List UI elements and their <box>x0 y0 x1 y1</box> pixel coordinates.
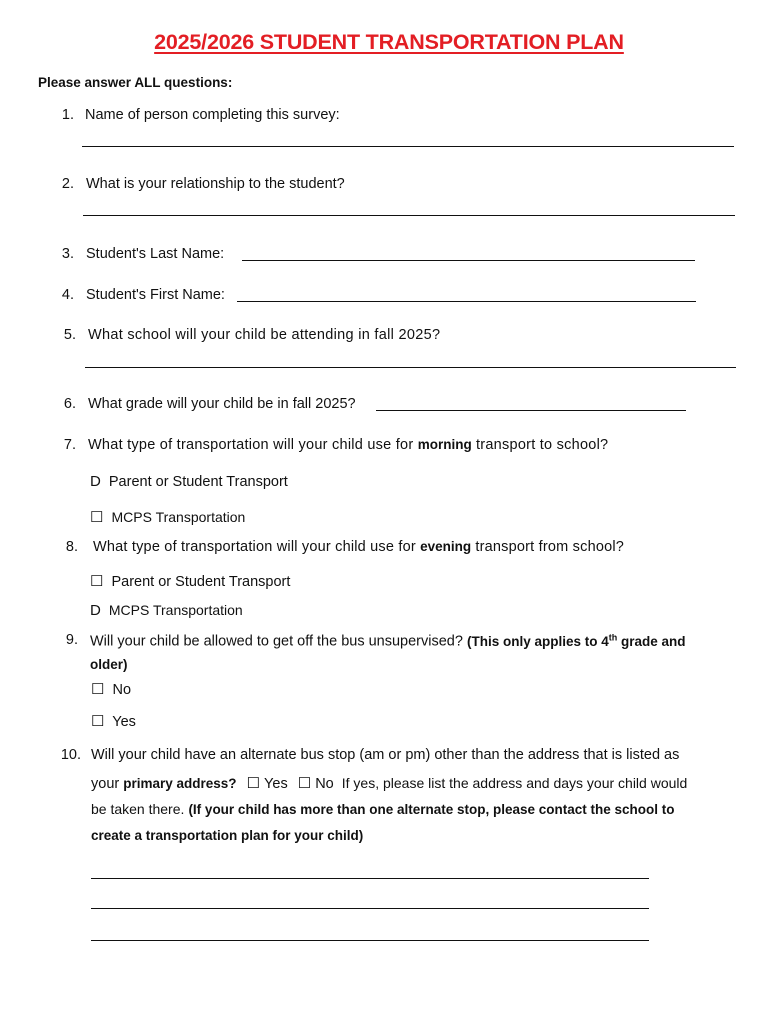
q10-yes-label: Yes <box>264 776 288 792</box>
checkbox-icon[interactable]: D <box>90 602 101 619</box>
q1-text: Name of person completing this survey: <box>85 107 340 123</box>
q9-number: 9. <box>65 632 78 648</box>
q10-line4 <box>91 828 363 844</box>
q6-text: What grade will your child be in fall 2025? <box>88 396 356 412</box>
q3-answer-line[interactable] <box>242 260 695 261</box>
q8-option-label: Parent or Student Transport <box>111 574 291 590</box>
q9-text <box>90 632 686 650</box>
q10-line4-bold: create a transportation plan for your child) <box>91 828 364 843</box>
q10-line2-bold: primary address? <box>123 776 237 791</box>
q10-line1: Will your child have an alternate bus stop (am or pm) other than the address that is listed as <box>91 747 680 763</box>
q1-answer-line[interactable] <box>82 146 734 147</box>
q9-option-label: No <box>112 682 132 698</box>
q8-text-pre: What type of transportation will your child use for <box>93 539 416 555</box>
q9-option-label: Yes <box>112 714 136 730</box>
q7-text <box>88 437 608 453</box>
q10-option-no[interactable] <box>298 776 334 792</box>
q2-answer-line[interactable] <box>83 215 735 216</box>
q8-text-bold: evening <box>420 539 472 554</box>
q8-text-post: transport from school? <box>475 539 625 555</box>
checkbox-icon[interactable]: ☐ <box>90 509 104 526</box>
q10-answer-line-1[interactable] <box>91 878 649 879</box>
instructions: Please answer ALL questions: <box>38 75 233 90</box>
checkbox-icon[interactable]: ☐ <box>91 681 105 698</box>
q7-number: 7. <box>63 437 76 453</box>
page-title: 2025/2026 STUDENT TRANSPORTATION PLAN <box>154 30 624 54</box>
q9-bold2: grade and <box>621 633 686 649</box>
q9-bold1: (This only applies to 4 <box>466 633 609 649</box>
q9-sup: th <box>608 632 618 642</box>
q7-text-post: transport to school? <box>476 437 609 453</box>
q5-number: 5. <box>63 327 76 343</box>
q9-option-no[interactable] <box>91 680 131 698</box>
q8-option-label: MCPS Transportation <box>108 602 243 618</box>
checkbox-icon[interactable]: ☐ <box>297 775 312 792</box>
q9-bold3: older) <box>90 657 128 672</box>
q10-no-label: No <box>315 776 334 792</box>
q6-answer-line[interactable] <box>376 410 686 411</box>
checkbox-icon[interactable]: D <box>90 473 101 490</box>
q4-number: 4. <box>61 287 74 303</box>
q9-text-line2 <box>90 657 128 673</box>
q7-text-bold: morning <box>417 437 472 452</box>
q6-number: 6. <box>63 396 76 412</box>
q7-option-parent[interactable] <box>90 473 288 490</box>
q8-option-mcps[interactable] <box>90 602 243 619</box>
q10-answer-line-2[interactable] <box>91 908 649 909</box>
q2-text: What is your relationship to the student? <box>86 176 345 192</box>
q8-number: 8. <box>65 539 78 555</box>
q10-number: 10. <box>60 747 81 763</box>
q2-number: 2. <box>61 176 74 192</box>
q4-text: Student's First Name: <box>86 287 225 303</box>
q5-text: What school will your child be attending in fall 2025? <box>88 327 441 343</box>
q10-answer-line-3[interactable] <box>91 940 649 941</box>
q10-line2 <box>91 774 687 792</box>
q1-number: 1. <box>61 107 74 123</box>
q7-option-label: MCPS Transportation <box>111 509 246 525</box>
q4-answer-line[interactable] <box>237 301 696 302</box>
q10-line3-pre: be taken there. <box>91 801 185 817</box>
q8-option-parent[interactable] <box>90 572 290 590</box>
q9-text-main: Will your child be allowed to get off the bus unsupervised? <box>90 633 463 650</box>
q9-option-yes[interactable] <box>91 712 136 730</box>
q10-line3-bold: (If your child has more than one alternate stop, please contact the school to <box>188 802 675 817</box>
checkbox-icon[interactable]: ☐ <box>246 775 261 792</box>
q10-line2-pre: your <box>91 776 120 792</box>
checkbox-icon[interactable]: ☐ <box>90 573 104 590</box>
q8-text <box>93 539 624 555</box>
q7-option-label: Parent or Student Transport <box>108 474 288 490</box>
q7-text-pre: What type of transportation will your child use for <box>88 437 414 453</box>
q7-option-mcps[interactable] <box>90 508 245 526</box>
q10-option-yes[interactable] <box>247 776 288 792</box>
checkbox-icon[interactable]: ☐ <box>91 713 105 730</box>
q3-number: 3. <box>61 246 74 262</box>
q10-line3 <box>91 801 675 818</box>
q9-text-bold <box>467 634 686 649</box>
q3-text: Student's Last Name: <box>86 246 225 262</box>
q10-line2-post: If yes, please list the address and days your child would <box>341 775 688 791</box>
q5-answer-line[interactable] <box>85 367 736 368</box>
